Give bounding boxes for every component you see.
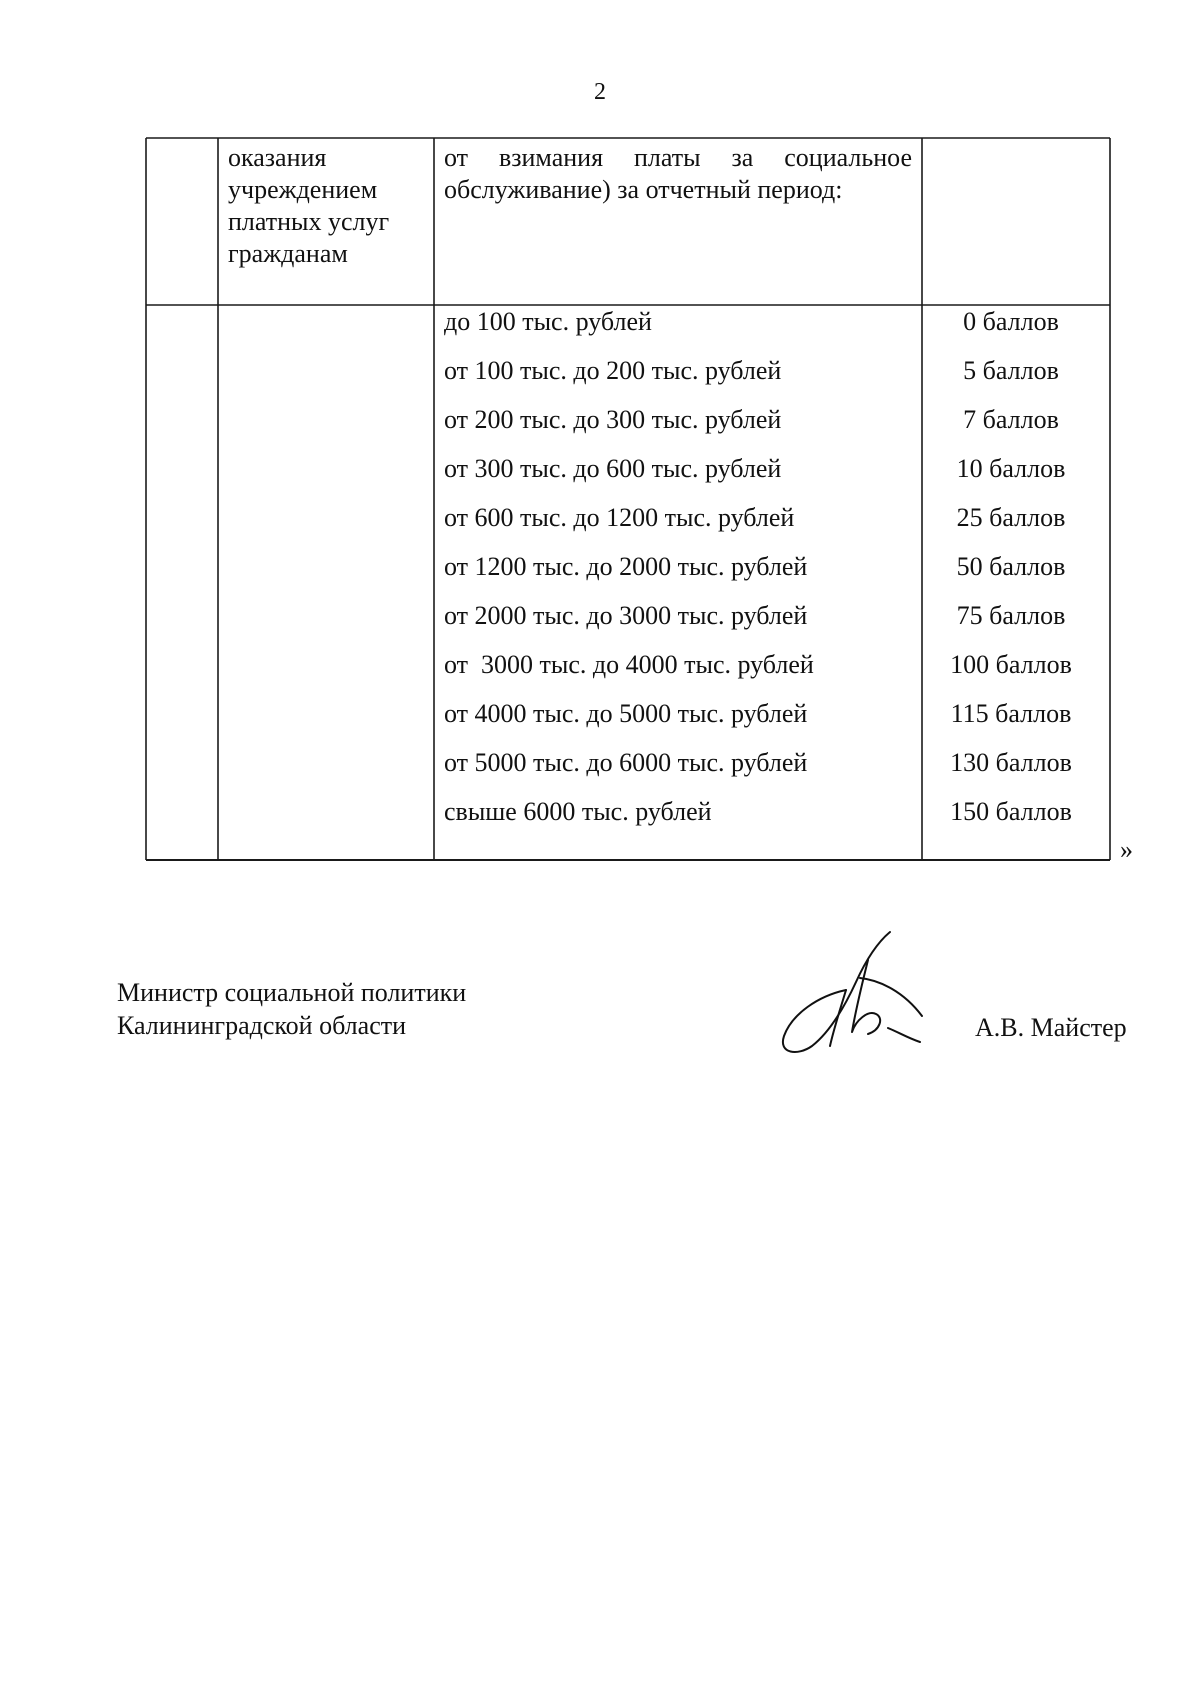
- handwritten-signature-icon: [770, 920, 930, 1060]
- income-range: от 100 тыс. до 200 тыс. рублей: [444, 356, 782, 385]
- criterion-line-1: от взимания платы за социальное: [444, 143, 912, 172]
- income-range: от 1200 тыс. до 2000 тыс. рублей: [444, 552, 808, 581]
- description-line: гражданам: [228, 239, 348, 268]
- table-cell-service-description: [228, 142, 389, 270]
- description-line: учреждением: [228, 175, 378, 204]
- page-number: 2: [594, 79, 606, 105]
- income-range: свыше 6000 тыс. рублей: [444, 797, 712, 826]
- signer-name: А.В. Майстер: [975, 1013, 1127, 1042]
- income-range: от 2000 тыс. до 3000 тыс. рублей: [444, 601, 808, 630]
- income-range: от 3000 тыс. до 4000 тыс. рублей: [444, 650, 814, 679]
- income-range: от 4000 тыс. до 5000 тыс. рублей: [444, 699, 808, 728]
- points-value: 75 баллов: [956, 601, 1066, 630]
- points-list: [920, 306, 1102, 845]
- position-line-1: Министр социальной политики: [117, 978, 467, 1007]
- points-value: 130 баллов: [950, 748, 1072, 777]
- description-line: платных услуг: [228, 207, 390, 236]
- points-value: 25 баллов: [956, 503, 1066, 532]
- points-value: 100 баллов: [950, 650, 1072, 679]
- signatory-position: [117, 976, 466, 1042]
- criterion-line-2: обслуживание) за отчетный период:: [444, 175, 843, 204]
- points-value: 10 баллов: [956, 454, 1066, 483]
- closing-quote-mark: »: [1120, 835, 1133, 864]
- description-line: оказания: [228, 143, 327, 172]
- income-range: от 600 тыс. до 1200 тыс. рублей: [444, 503, 795, 532]
- income-range: от 300 тыс. до 600 тыс. рублей: [444, 454, 782, 483]
- income-range: до 100 тыс. рублей: [444, 307, 652, 336]
- points-value: 0 баллов: [963, 307, 1059, 336]
- points-value: 5 баллов: [963, 356, 1059, 385]
- table-cell-criterion-text: [444, 142, 912, 206]
- points-value: 50 баллов: [956, 552, 1066, 581]
- income-range: от 200 тыс. до 300 тыс. рублей: [444, 405, 782, 434]
- points-value: 7 баллов: [963, 405, 1059, 434]
- income-range: от 5000 тыс. до 6000 тыс. рублей: [444, 748, 808, 777]
- points-value: 150 баллов: [950, 797, 1072, 826]
- points-value: 115 баллов: [950, 699, 1072, 728]
- income-range-list: [444, 306, 914, 845]
- position-line-2: Калининградской области: [117, 1011, 407, 1040]
